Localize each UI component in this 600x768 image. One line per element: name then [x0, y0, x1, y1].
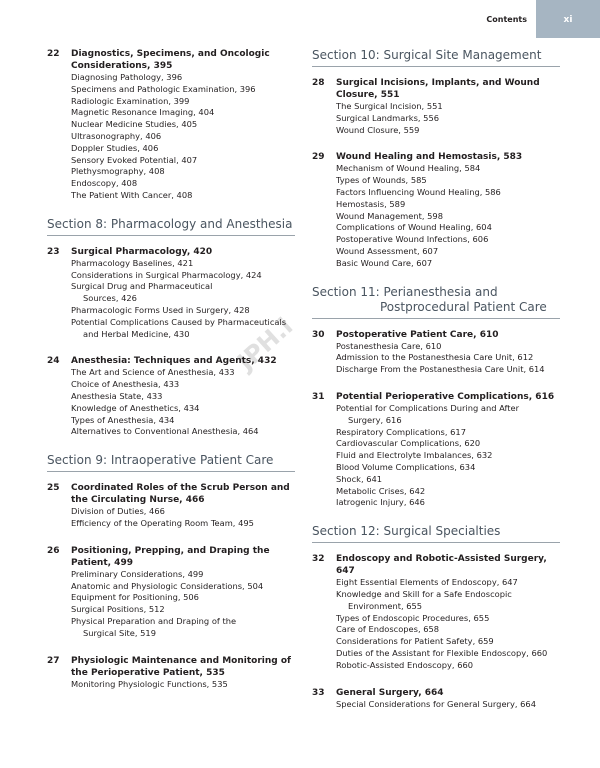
- toc-entry-text: The Patient With Cancer, 408: [71, 189, 193, 200]
- toc-entry-text: Postanesthesia Care, 610: [336, 340, 442, 351]
- section-title-text: Section 10: Surgical Site Management: [312, 48, 542, 62]
- toc-entry[interactable]: [71, 518, 295, 530]
- section-heading: [312, 48, 560, 67]
- chapter-title-link[interactable]: Surgical Incisions, Implants, and Wound Closure, 551: [336, 78, 540, 100]
- section-heading: [47, 217, 295, 236]
- toc-entry[interactable]: [336, 438, 560, 450]
- toc-entry[interactable]: [336, 648, 560, 660]
- toc-entry[interactable]: [71, 131, 295, 143]
- section-title-text: Section 8: Pharmacology and Anesthesia: [47, 216, 293, 231]
- toc-entry[interactable]: [336, 113, 560, 125]
- toc-entry-text: Efficiency of the Operating Room Team, 495: [71, 517, 254, 528]
- toc-entry-text: Choice of Anesthesia, 433: [71, 379, 180, 390]
- toc-entry-continuation: Surgery, 616: [348, 414, 402, 425]
- toc-entry-text: Diagnosing Pathology, 396: [71, 72, 183, 82]
- toc-entry[interactable]: [336, 125, 560, 137]
- page-number-tab: xi: [536, 0, 600, 38]
- toc-entry-text: Types of Endoscopic Procedures, 655: [336, 612, 490, 623]
- toc-entry-text: Fluid and Electrolyte Imbalances, 632: [336, 450, 493, 461]
- toc-entry-text: Special Considerations for General Surgery, 664: [336, 698, 536, 709]
- toc-entry-text: Metabolic Crises, 642: [336, 485, 426, 496]
- toc-entry-text: Monitoring Physiologic Functions, 535: [71, 678, 228, 689]
- chapter-title-link[interactable]: Positioning, Prepping, and Draping the Patient, 499: [71, 545, 270, 568]
- toc-entry-text: Pharmacology Baselines, 421: [71, 257, 194, 268]
- toc-entry-text: Respiratory Complications, 617: [336, 426, 466, 437]
- toc-entry-text: Eight Essential Elements of Endoscopy, 647: [336, 577, 518, 588]
- toc-entry-continuation: Environment, 655: [348, 600, 423, 611]
- toc-entry-text: Cardiovascular Complications, 620: [336, 438, 481, 449]
- chapter-number: 32: [312, 554, 325, 565]
- chapter-number: 27: [47, 655, 60, 666]
- toc-entry[interactable]: [71, 367, 295, 379]
- section-heading: [312, 285, 560, 319]
- chapter-title-link[interactable]: Potential Perioperative Complications, 616: [336, 391, 555, 402]
- toc-entry[interactable]: [71, 379, 295, 391]
- toc-entry[interactable]: [336, 234, 560, 246]
- toc-entry[interactable]: [336, 636, 560, 648]
- toc-entry-text: Mechanism of Wound Healing, 584: [336, 163, 481, 174]
- toc-entry[interactable]: [71, 270, 295, 282]
- toc-entry-text: Alternatives to Conventional Anesthesia, 464: [71, 426, 259, 437]
- toc-entry-text: Wound Management, 598: [336, 210, 443, 221]
- chapter-number: 26: [47, 545, 60, 556]
- toc-entry[interactable]: [71, 281, 295, 305]
- toc-entry[interactable]: [336, 613, 560, 625]
- toc-entry[interactable]: [71, 415, 295, 427]
- chapter-number: 28: [312, 78, 325, 88]
- chapter-title-link[interactable]: Anesthesia: Techniques and Agents, 432: [71, 356, 277, 367]
- toc-entry-text: Magnetic Resonance Imaging, 404: [71, 107, 215, 118]
- toc-entry[interactable]: [71, 426, 295, 438]
- toc-entry[interactable]: [336, 589, 560, 613]
- chapter-entry: [312, 151, 560, 269]
- section-title: [47, 217, 295, 232]
- toc-entry-text: Shock, 641: [336, 473, 383, 484]
- section-title-text: Section 9: Intraoperative Patient Care: [47, 453, 274, 468]
- toc-entry[interactable]: [336, 258, 560, 270]
- toc-entry[interactable]: [71, 143, 295, 155]
- toc-entry[interactable]: [71, 166, 295, 178]
- section-heading: [47, 453, 295, 472]
- toc-entry-continuation: and Herbal Medicine, 430: [83, 328, 190, 339]
- toc-entry[interactable]: [336, 341, 560, 353]
- chapter-entry: [312, 77, 560, 136]
- toc-entry[interactable]: [71, 178, 295, 190]
- toc-entry-text: Anesthesia State, 433: [71, 390, 163, 401]
- chapter-number: 30: [312, 329, 325, 340]
- toc-entry[interactable]: [336, 352, 560, 364]
- toc-entry-text: Anatomic and Physiologic Considerations, 504: [71, 580, 264, 591]
- watermark: JPH.i: [232, 312, 299, 376]
- toc-entry[interactable]: [336, 211, 560, 223]
- chapter-entry: [47, 246, 295, 341]
- chapter-title-link[interactable]: Wound Healing and Hemostasis, 583: [336, 152, 523, 163]
- toc-entry[interactable]: [336, 497, 560, 509]
- toc-entry-text: Surgical Landmarks, 556: [336, 112, 439, 123]
- toc-entry-text: The Art and Science of Anesthesia, 433: [71, 367, 235, 378]
- toc-entry[interactable]: [71, 604, 295, 616]
- chapter-title-link[interactable]: Coordinated Roles of the Scrub Person and the Circulating Nurse, 466: [71, 483, 290, 506]
- toc-entry-text: Endoscopy, 408: [71, 178, 138, 189]
- toc-entry-text: Preliminary Considerations, 499: [71, 568, 204, 579]
- toc-entry[interactable]: [336, 101, 560, 113]
- toc-entry[interactable]: [71, 258, 295, 270]
- chapter-title-link[interactable]: General Surgery, 664: [336, 687, 444, 698]
- chapter-entry: [47, 48, 295, 202]
- chapter-title-link[interactable]: Physiologic Maintenance and Monitoring of the Perioperative Patient, 535: [71, 655, 291, 678]
- toc-entry[interactable]: [71, 616, 295, 640]
- toc-entry-text: Postoperative Wound Infections, 606: [336, 234, 489, 245]
- toc-entry[interactable]: [336, 364, 560, 376]
- toc-entry-text: Specimens and Pathologic Examination, 396: [71, 83, 256, 94]
- running-header-title: Contents: [486, 15, 527, 24]
- chapter-title-link[interactable]: Endoscopy and Robotic-Assisted Surgery, 647: [336, 554, 547, 577]
- toc-entry[interactable]: [336, 222, 560, 234]
- toc-entry[interactable]: [71, 317, 295, 341]
- toc-entry[interactable]: [71, 72, 295, 84]
- toc-entry-text: Knowledge of Anesthetics, 434: [71, 402, 200, 413]
- toc-entry-text: The Surgical Incision, 551: [336, 101, 443, 111]
- toc-entry[interactable]: [336, 246, 560, 258]
- toc-entry-text: Care of Endoscopes, 658: [336, 624, 440, 635]
- chapter-title-link[interactable]: Diagnostics, Specimens, and Oncologic Considerations, 395: [71, 49, 270, 71]
- toc-entry-text: Considerations in Surgical Pharmacology, 424: [71, 269, 262, 280]
- section-title-text: Section 12: Surgical Specialties: [312, 524, 501, 539]
- toc-entry-text: Nuclear Medicine Studies, 405: [71, 119, 198, 130]
- toc-entry[interactable]: [336, 474, 560, 486]
- toc-entry-text: Complications of Wound Healing, 604: [336, 222, 492, 233]
- toc-entry-text: Types of Anesthesia, 434: [71, 414, 175, 425]
- toc-entry-text: Division of Duties, 466: [71, 506, 165, 517]
- toc-entry[interactable]: [336, 486, 560, 498]
- toc-entry-text: Equipment for Positioning, 506: [71, 592, 199, 603]
- toc-entry-text: Hemostasis, 589: [336, 198, 406, 209]
- toc-entry[interactable]: [71, 679, 295, 691]
- chapter-number: 24: [47, 356, 60, 367]
- chapter-title-link[interactable]: Postoperative Patient Care, 610: [336, 329, 499, 340]
- toc-entry-text: Duties of the Assistant for Flexible Endoscopy, 660: [336, 647, 548, 658]
- toc-entry[interactable]: [71, 506, 295, 518]
- chapter-entry: [47, 482, 295, 530]
- toc-entry-text: Physical Preparation and Draping of the: [71, 615, 237, 626]
- toc-entry-text: Basic Wound Care, 607: [336, 257, 433, 268]
- toc-entry[interactable]: [336, 660, 560, 672]
- toc-right-column: [312, 48, 560, 725]
- toc-entry-text: Doppler Studies, 406: [71, 142, 159, 153]
- toc-entry[interactable]: [71, 107, 295, 119]
- section-title: [312, 285, 560, 315]
- chapter-entry: [312, 553, 560, 671]
- toc-entry-text: Wound Assessment, 607: [336, 245, 439, 256]
- toc-entry[interactable]: [336, 199, 560, 211]
- toc-entry[interactable]: [336, 187, 560, 199]
- chapter-number: 29: [312, 152, 325, 163]
- section-title: [312, 48, 560, 63]
- toc-entry[interactable]: [71, 391, 295, 403]
- toc-entry-text: Surgical Positions, 512: [71, 604, 165, 615]
- chapter-number: 33: [312, 687, 325, 698]
- toc-entry-text: Radiologic Examination, 399: [71, 95, 190, 106]
- toc-entry[interactable]: [71, 155, 295, 167]
- chapter-number: 25: [47, 483, 60, 494]
- toc-entry[interactable]: [71, 96, 295, 108]
- section-title-text: Section 11: Perianesthesia and: [312, 284, 498, 299]
- toc-entry-text: Potential Complications Caused by Pharmaceuticals: [71, 316, 287, 327]
- toc-entry-text: Discharge From the Postanesthesia Care Unit, 614: [336, 364, 545, 375]
- toc-entry-text: Sensory Evoked Potential, 407: [71, 154, 198, 165]
- section-title-continuation: Postprocedural Patient Care: [380, 299, 547, 314]
- toc-entry-text: Wound Closure, 559: [336, 124, 420, 135]
- toc-entry-text: Factors Influencing Wound Healing, 586: [336, 186, 501, 197]
- toc-entry[interactable]: [71, 592, 295, 604]
- chapter-entry: [47, 655, 295, 691]
- section-title: [47, 453, 295, 468]
- chapter-entry: [47, 545, 295, 640]
- toc-entry[interactable]: [71, 305, 295, 317]
- chapter-number: 31: [312, 391, 325, 402]
- toc-entry-text: Considerations for Patient Safety, 659: [336, 636, 494, 647]
- toc-entry-continuation: Surgical Site, 519: [83, 627, 156, 638]
- chapter-entry: [312, 329, 560, 376]
- toc-entry-text: Ultrasonography, 406: [71, 130, 162, 141]
- toc-entry[interactable]: [336, 427, 560, 439]
- toc-entry[interactable]: [71, 581, 295, 593]
- toc-entry[interactable]: [336, 163, 560, 175]
- toc-entry[interactable]: [336, 175, 560, 187]
- toc-entry[interactable]: [336, 403, 560, 427]
- toc-entry[interactable]: [71, 569, 295, 581]
- toc-entry-text: Iatrogenic Injury, 646: [336, 497, 425, 508]
- toc-entry-text: Admission to the Postanesthesia Care Unit, 612: [336, 352, 534, 363]
- toc-entry[interactable]: [71, 119, 295, 131]
- toc-entry-text: Potential for Complications During and After: [336, 402, 520, 413]
- toc-entry-text: Pharmacologic Forms Used in Surgery, 428: [71, 304, 250, 315]
- section-title: [312, 524, 560, 539]
- toc-entry-continuation: Sources, 426: [83, 293, 137, 304]
- chapter-entry: [312, 391, 560, 509]
- chapter-title-link[interactable]: Surgical Pharmacology, 420: [71, 246, 213, 257]
- toc-entry[interactable]: [336, 577, 560, 589]
- toc-left-column: [47, 48, 295, 705]
- toc-entry[interactable]: [71, 84, 295, 96]
- chapter-number: 22: [47, 49, 60, 59]
- chapter-number: 23: [47, 246, 60, 257]
- toc-entry-text: Surgical Drug and Pharmaceutical: [71, 281, 213, 292]
- toc-entry[interactable]: [336, 699, 560, 711]
- toc-entry[interactable]: [336, 450, 560, 462]
- section-heading: [312, 524, 560, 543]
- toc-entry[interactable]: [71, 403, 295, 415]
- chapter-entry: [312, 687, 560, 711]
- toc-entry[interactable]: [336, 624, 560, 636]
- toc-entry-text: Robotic-Assisted Endoscopy, 660: [336, 659, 474, 670]
- toc-entry-text: Types of Wounds, 585: [336, 175, 427, 186]
- toc-entry[interactable]: [71, 190, 295, 202]
- toc-entry[interactable]: [336, 462, 560, 474]
- toc-entry-text: Knowledge and Skill for a Safe Endoscopic: [336, 588, 512, 599]
- toc-entry-text: Plethysmography, 408: [71, 166, 165, 177]
- chapter-entry: [47, 355, 295, 438]
- toc-entry-text: Blood Volume Complications, 634: [336, 461, 476, 472]
